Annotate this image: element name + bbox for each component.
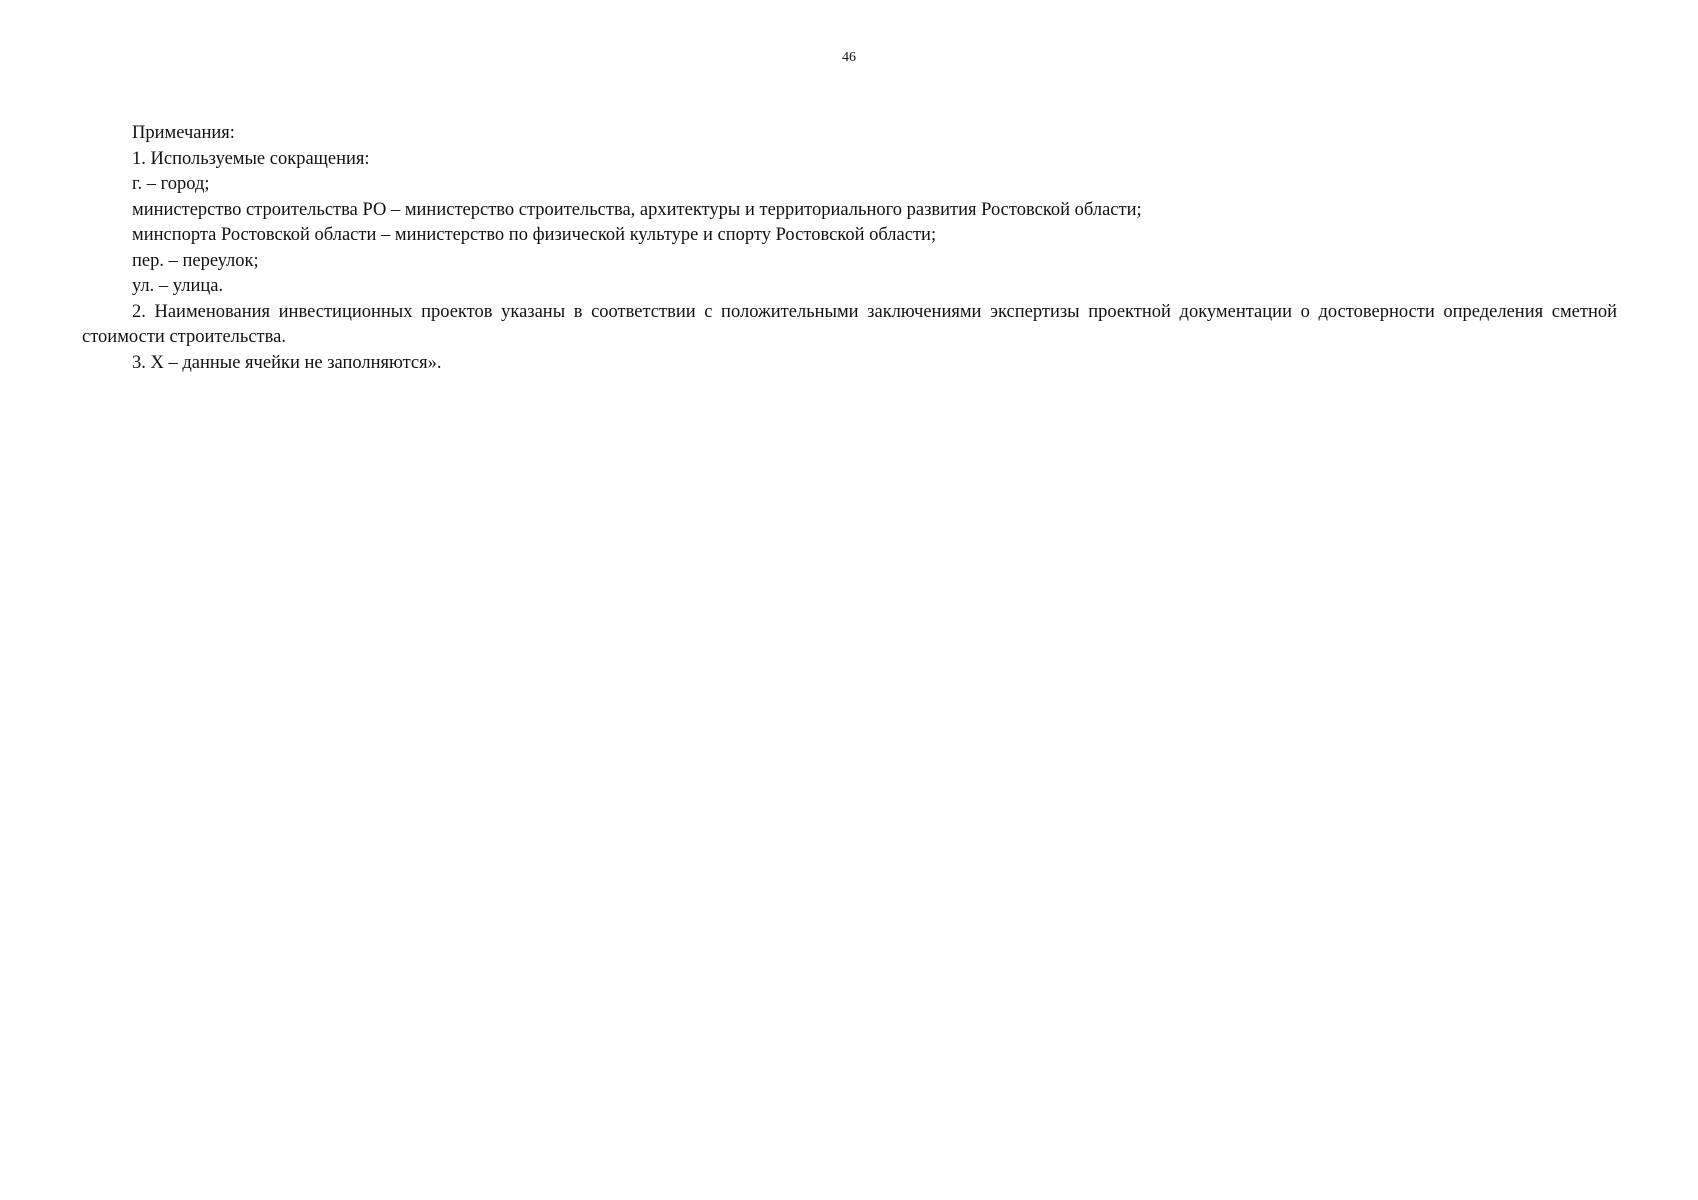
notes-section xyxy=(82,121,1617,376)
abbreviation-ministry-sport: минспорта Ростовской области – министерство по физической культуре и спорту Ростовской области; xyxy=(132,225,937,245)
note-item-3: 3. X – данные ячейки не заполняются». xyxy=(132,352,442,373)
abbreviation-city: г. – город; xyxy=(132,174,210,194)
note-item-1-title: 1. Используемые сокращения: xyxy=(132,148,370,169)
abbreviation-ministry-construction: министерство строительства РО – министерство строительства, архитектуры и территориального развития Ростовской области; xyxy=(132,199,1142,220)
abbreviation-street: ул. – улица. xyxy=(132,276,224,296)
abbreviation-lane: пер. – переулок; xyxy=(132,250,259,271)
page-number: 46 xyxy=(842,50,856,65)
notes-heading: Примечания: xyxy=(132,123,235,143)
note-item-2: 2. Наименования инвестиционных проектов указаны в соответствии с положительными заключениями экспертизы проектной документации о достоверности определения сметной стоимости строительства. xyxy=(82,301,1617,347)
